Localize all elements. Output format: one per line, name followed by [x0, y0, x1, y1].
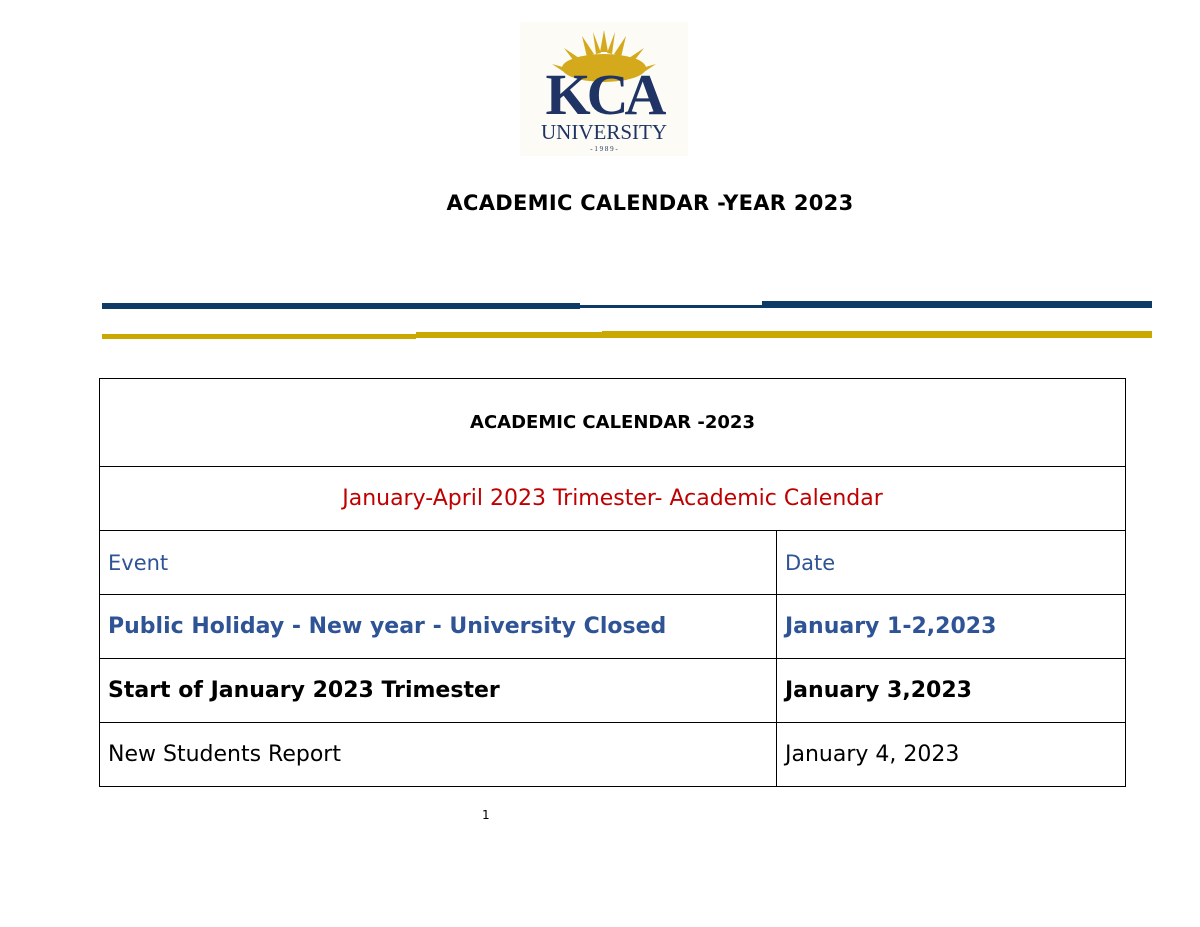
- gold-divider: [102, 331, 1152, 339]
- page-number: 1: [482, 808, 490, 822]
- table-row: [100, 659, 1126, 723]
- table-row: [100, 723, 1126, 787]
- academic-calendar-table: [99, 378, 1126, 787]
- event-cell: Public Holiday - New year - University Closed: [100, 595, 777, 659]
- event-cell: New Students Report: [100, 723, 777, 787]
- page-title: ACADEMIC CALENDAR -YEAR 2023: [446, 191, 854, 215]
- logo-wordmark: UNIVERSITY: [541, 120, 667, 144]
- column-header-date: Date: [777, 531, 1126, 595]
- table-row: [100, 595, 1126, 659]
- table-title-row: [100, 379, 1126, 467]
- column-header-event: Event: [100, 531, 777, 595]
- trimester-heading-row: [100, 467, 1126, 531]
- kca-university-logo: [520, 22, 688, 156]
- table-header-row: [100, 531, 1126, 595]
- trimester-heading: January-April 2023 Trimester- Academic Calendar: [100, 467, 1126, 531]
- date-cell: January 3,2023: [777, 659, 1126, 723]
- logo-letters: KCA: [545, 62, 663, 127]
- event-cell: Start of January 2023 Trimester: [100, 659, 777, 723]
- navy-divider: [102, 301, 1152, 309]
- date-cell: January 1-2,2023: [777, 595, 1126, 659]
- table-title: ACADEMIC CALENDAR -2023: [100, 379, 1126, 467]
- logo-year: - 1 9 8 9 -: [590, 145, 618, 153]
- date-cell: January 4, 2023: [777, 723, 1126, 787]
